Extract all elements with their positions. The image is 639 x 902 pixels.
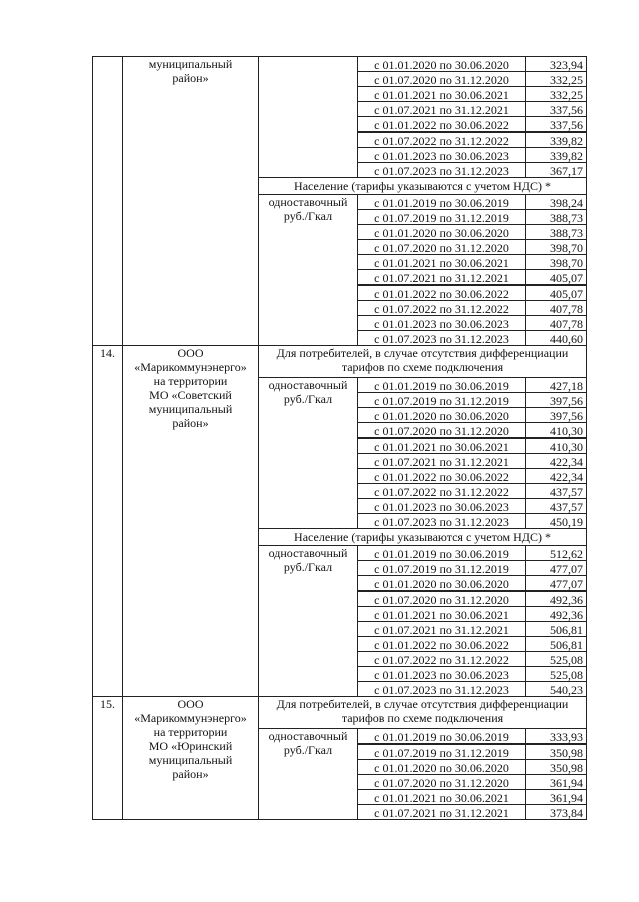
tariff-value-cell: 407,78 [525,300,587,316]
organization-cell: муниципальный район» [122,56,259,346]
period-cell: с 01.01.2021 по 30.06.2021 [357,86,526,102]
period-cell: с 01.01.2022 по 30.06.2022 [357,468,526,484]
period-cell: с 01.01.2020 по 30.06.2020 [357,56,526,72]
period-cell: с 01.07.2022 по 31.12.2022 [357,651,526,667]
period-cell: с 01.07.2019 по 31.12.2019 [357,392,526,408]
tariff-value-cell: 339,82 [525,147,587,163]
period-cell: с 01.01.2021 по 30.06.2021 [357,438,526,454]
period-cell: с 01.07.2023 по 31.12.2023 [357,681,526,697]
tariff-value-cell: 492,36 [525,606,587,622]
tariff-value-cell: 506,81 [525,636,587,652]
tariff-value-cell: 437,57 [525,483,587,499]
period-cell: с 01.07.2019 по 31.12.2019 [357,560,526,576]
period-cell: с 01.01.2019 по 30.06.2019 [357,545,526,561]
tariff-value-cell: 525,08 [525,651,587,667]
tariff-value-cell: 373,84 [525,804,587,820]
period-cell: с 01.07.2020 по 31.12.2020 [357,239,526,255]
period-cell: с 01.01.2023 по 30.06.2023 [357,498,526,514]
period-cell: с 01.07.2022 по 31.12.2022 [357,132,526,148]
tariff-value-cell: 332,25 [525,86,587,102]
tariff-type-cell [258,56,358,178]
period-cell: с 01.01.2021 по 30.06.2021 [357,254,526,270]
tariff-value-cell: 350,98 [525,759,587,775]
group-header: Для потребителей, в случае отсутствия дифференциации тарифов по схеме подключения [258,345,587,378]
tariff-type-cell: одноставочный руб./Гкал [258,728,358,820]
period-cell: с 01.07.2020 по 31.12.2020 [357,422,526,438]
tariff-value-cell: 333,93 [525,728,587,744]
tariff-value-cell: 398,24 [525,194,587,210]
tariff-value-cell: 422,34 [525,468,587,484]
tariff-value-cell: 492,36 [525,591,587,607]
tariff-value-cell: 323,94 [525,56,587,72]
row-number-cell [92,56,123,346]
tariff-value-cell: 506,81 [525,621,587,637]
tariff-value-cell: 407,78 [525,315,587,331]
tariff-value-cell: 361,94 [525,789,587,805]
period-cell: с 01.07.2022 по 31.12.2022 [357,483,526,499]
tariff-value-cell: 427,18 [525,377,587,393]
tariff-value-cell: 361,94 [525,774,587,790]
tariff-value-cell: 422,34 [525,453,587,469]
tariff-value-cell: 398,70 [525,254,587,270]
period-cell: с 01.07.2019 по 31.12.2019 [357,209,526,225]
period-cell: с 01.01.2019 по 30.06.2019 [357,194,526,210]
row-number-cell: 14. [92,345,123,697]
period-cell: с 01.07.2021 по 31.12.2021 [357,804,526,820]
tariff-value-cell: 410,30 [525,422,587,438]
tariff-type-cell: одноставочный руб./Гкал [258,545,358,697]
tariff-value-cell: 337,56 [525,101,587,117]
tariff-value-cell: 332,25 [525,71,587,87]
period-cell: с 01.01.2022 по 30.06.2022 [357,116,526,132]
row-number-cell: 15. [92,696,123,820]
period-cell: с 01.01.2022 по 30.06.2022 [357,636,526,652]
period-cell: с 01.01.2020 по 30.06.2020 [357,759,526,775]
tariff-value-cell: 437,57 [525,498,587,514]
population-header: Население (тарифы указываются с учетом НДС) * [258,177,587,195]
tariff-value-cell: 450,19 [525,513,587,529]
period-cell: с 01.07.2023 по 31.12.2023 [357,513,526,529]
period-cell: с 01.01.2023 по 30.06.2023 [357,147,526,163]
tariff-value-cell: 337,56 [525,116,587,132]
period-cell: с 01.01.2021 по 30.06.2021 [357,606,526,622]
tariff-value-cell: 339,82 [525,132,587,148]
tariff-value-cell: 410,30 [525,438,587,454]
period-cell: с 01.07.2023 по 31.12.2023 [357,162,526,178]
tariff-value-cell: 367,17 [525,162,587,178]
group-header: Для потребителей, в случае отсутствия дифференциации тарифов по схеме подключения [258,696,587,729]
organization-cell: ООО «Марикоммунэнерго» на территории МО «Юринский муниципальный район» [122,696,259,820]
tariff-value-cell: 397,56 [525,392,587,408]
tariff-type-cell: одноставочный руб./Гкал [258,377,358,529]
organization-cell: ООО «Марикоммунэнерго» на территории МО «Советский муниципальный район» [122,345,259,697]
period-cell: с 01.07.2021 по 31.12.2021 [357,621,526,637]
period-cell: с 01.07.2020 по 31.12.2020 [357,71,526,87]
tariff-value-cell: 405,07 [525,285,587,301]
tariff-value-cell: 540,23 [525,681,587,697]
tariff-value-cell: 388,73 [525,224,587,240]
tariff-value-cell: 477,07 [525,575,587,591]
period-cell: с 01.07.2020 по 31.12.2020 [357,591,526,607]
period-cell: с 01.01.2023 по 30.06.2023 [357,315,526,331]
tariff-value-cell: 397,56 [525,407,587,423]
period-cell: с 01.07.2021 по 31.12.2021 [357,453,526,469]
tariff-value-cell: 350,98 [525,744,587,760]
period-cell: с 01.07.2023 по 31.12.2023 [357,330,526,346]
period-cell: с 01.01.2022 по 30.06.2022 [357,285,526,301]
period-cell: с 01.07.2020 по 31.12.2020 [357,774,526,790]
tariff-value-cell: 477,07 [525,560,587,576]
population-header: Население (тарифы указываются с учетом НДС) * [258,528,587,546]
period-cell: с 01.07.2019 по 31.12.2019 [357,744,526,760]
period-cell: с 01.01.2023 по 30.06.2023 [357,666,526,682]
period-cell: с 01.01.2021 по 30.06.2021 [357,789,526,805]
period-cell: с 01.07.2022 по 31.12.2022 [357,300,526,316]
tariff-value-cell: 405,07 [525,269,587,285]
tariff-value-cell: 440,60 [525,330,587,346]
period-cell: с 01.01.2019 по 30.06.2019 [357,728,526,744]
tariff-value-cell: 512,62 [525,545,587,561]
period-cell: с 01.07.2021 по 31.12.2021 [357,269,526,285]
tariff-value-cell: 388,73 [525,209,587,225]
period-cell: с 01.07.2021 по 31.12.2021 [357,101,526,117]
tariff-value-cell: 525,08 [525,666,587,682]
period-cell: с 01.01.2019 по 30.06.2019 [357,377,526,393]
period-cell: с 01.01.2020 по 30.06.2020 [357,224,526,240]
period-cell: с 01.01.2020 по 30.06.2020 [357,407,526,423]
tariff-value-cell: 398,70 [525,239,587,255]
tariff-type-cell: одноставочный руб./Гкал [258,194,358,346]
period-cell: с 01.01.2020 по 30.06.2020 [357,575,526,591]
